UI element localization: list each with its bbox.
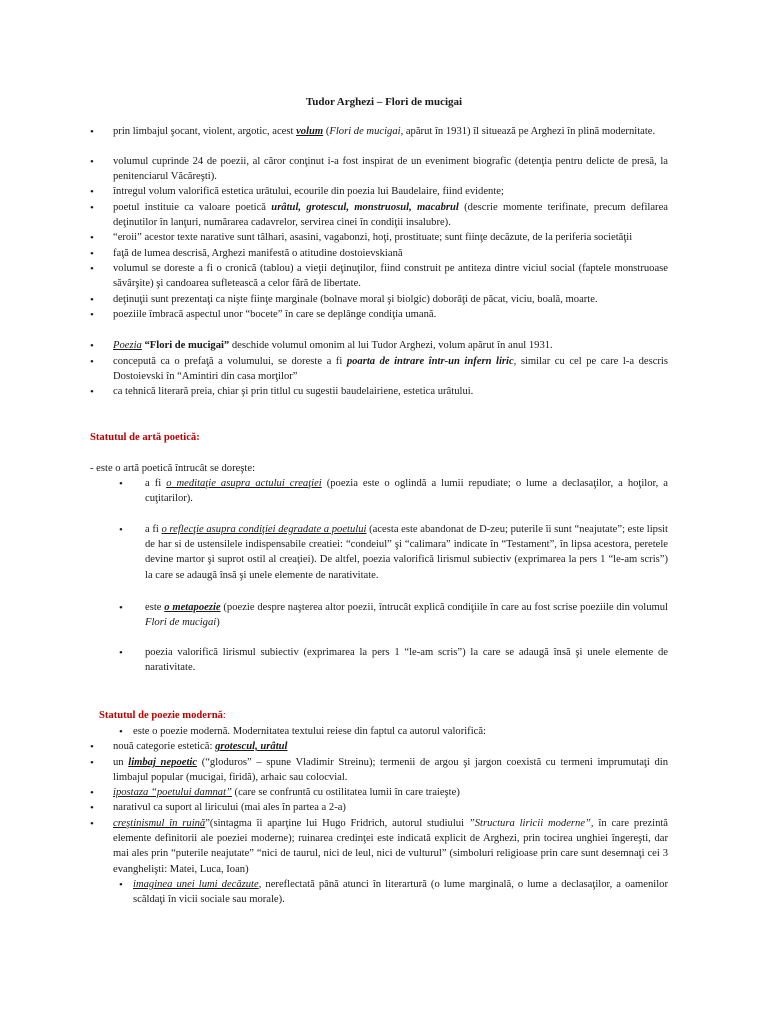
bullet: • bbox=[90, 802, 94, 814]
list-item: volumul cuprinde 24 de poezii, al căror conţinut i-a fost inspirat de un eveniment biografic (detenţia pentru delicte de presă, la penitenciarul Văcăreşti). bbox=[113, 156, 668, 183]
bullet: • bbox=[90, 386, 94, 398]
bullet: • bbox=[90, 156, 94, 168]
list-item: nouă categorie estetică: grotescul, urâtul bbox=[113, 741, 288, 752]
bullet: • bbox=[90, 126, 94, 138]
bullet: • bbox=[119, 647, 123, 659]
list-item: Poezia “Flori de mucigai” deschide volumul omonim al lui Tudor Arghezi, volum apărut în anul 1931. bbox=[113, 340, 553, 351]
list-item: narativul ca suport al liricului (mai ales în partea a 2-a) bbox=[113, 802, 346, 813]
bullet: • bbox=[90, 787, 94, 799]
bullet: • bbox=[90, 202, 94, 214]
bullet: • bbox=[90, 232, 94, 244]
bullet: • bbox=[90, 309, 94, 321]
list-item: este o poezie modernă. Modernitatea textului reiese din faptul ca autorul valorifică: bbox=[133, 726, 486, 737]
bullet: • bbox=[119, 726, 123, 738]
list-item: a fi o meditaţie asupra actului creaţiei (poezia este o oglindă a lumii repudiate; o lume a declasaţilor, a hoţilor, a cuţitarilor). bbox=[145, 478, 668, 505]
list-item: poezia valorifică lirismul subiectiv (exprimarea la pers 1 “le-am scris”) la care se adaugă însă şi unele elemente de narativitate. bbox=[145, 647, 668, 674]
list-item: ipostaza “poetului damnat” (care se confruntă cu ostilitatea lumii în care traieşte) bbox=[113, 787, 460, 798]
bullet: • bbox=[90, 248, 94, 260]
document-title: Tudor Arghezi – Flori de mucigai bbox=[305, 96, 463, 108]
list-item: prin limbajul şocant, violent, argotic, acest volum (Flori de mucigai, apărut în 1931) îl situează pe Arghezi în plină modernitate. bbox=[113, 126, 656, 137]
bullet: • bbox=[90, 263, 94, 275]
list-item: volumul se doreste a fi o cronică (tablou) a vieţii deţinuţilor, fiind construit pe antiteza dintre viciul social (faptele monstruoase săvârşite) şi candoarea sufletească a celor fără de libertate. bbox=[113, 263, 668, 290]
bullet: • bbox=[119, 524, 123, 536]
section-heading-modern-poetry: Statutul de poezie modernă: bbox=[99, 710, 226, 721]
section-heading-ars-poetica: Statutul de artă poetică: bbox=[90, 432, 200, 443]
list-item: poetul instituie ca valoare poetică urâtul, grotescul, monstruosul, macabrul (descrie momente terifinate, precum defilarea deţinutilor în lanţuri, numărarea cadavrelor, servirea cinei în condiţii insalubre). bbox=[113, 202, 668, 229]
bullet: • bbox=[90, 818, 94, 830]
bullet: • bbox=[90, 757, 94, 769]
list-item: este o metapoezie (poezie despre naşterea altor poezii, întrucât explică condiţiile în care au fost scrise poeziile din volumul Flori de mucigai) bbox=[145, 602, 668, 629]
list-item: a fi o reflecţie asupra condiţiei degradate a poetului (acesta este abandonat de D-zeu; puterile îi sunt “neajutate”; este lipsit de har si de ustensilele indispensabile creatiei: “condeiul” şi “calimara” indicate în “Testament”, în lipsa acestora, peretele devine martor şi suprot ostil al creaţiei). De altfel, poezia valorifică lirismul subiectiv (exprimarea la pers 1 “le-am scris”) la care se adaugă însă şi unele elemente de narativitate. bbox=[145, 524, 668, 581]
list-item: un limbaj nepoetic (“gloduros” – spune Vladimir Streinu); termenii de argou şi jargon coexistă cu termeni imprumutaţi din limbajul popular (mucigai, firidă), arhaic sau colocvial. bbox=[113, 757, 668, 784]
list-item: ca tehnică literară preia, chiar şi prin titlul cu sugestii baudelairiene, estetica urâtului. bbox=[113, 386, 474, 397]
list-item: concepută ca o prefaţă a volumului, se doreste a fi poarta de intrare într-un infern liric, similar cu cel pe care l-a descris Dostoievski în “Amintiri din casa morţilor” bbox=[113, 356, 668, 383]
list-item: “eroii” acestor texte narative sunt tâlhari, asasini, vagabonzi, hoţi, prostituate; sunt fiinţe decăzute, de la periferia societăţii bbox=[113, 232, 633, 243]
bullet: • bbox=[90, 741, 94, 753]
list-item: imaginea unei lumi decăzute, nereflectată până atunci în literartură (o lume marginală, o lume a declasaţilor, a oamenilor scăldaţi în vicii sociale sau morale). bbox=[133, 879, 669, 906]
section-intro: - este o artă poetică întrucât se doreşte: bbox=[90, 463, 256, 474]
bullet: • bbox=[90, 294, 94, 306]
list-item: deţinuţii sunt prezentaţi ca nişte fiinţe marginale (bolnave moral şi biolgic) doborâţi de păcat, viciu, boală, moarte. bbox=[113, 294, 598, 305]
bullet: • bbox=[90, 340, 94, 352]
list-item: creştinismul în ruină”(sintagma îi aparţine lui Hugo Fridrich, autorul studiului ”Structura liricii moderne”, în care prezintă elemente definitorii ale poeziei moderne); ruinarea credinţei este indicată explicit de Arghezi, prin tocirea unghiei îngereşti, dar mai ales prin “puterile neajutate” “nici de taurul, nici de leul, nici de vulturul” (simboluri religioase prin care sunt desemnaţi cei 3 evanghelişti: Matei, Luca, Ioan) bbox=[113, 818, 669, 875]
list-item: faţă de lumea descrisă, Arghezi manifestă o atitudine dostoievskiană bbox=[113, 248, 403, 259]
bullet: • bbox=[90, 186, 94, 198]
list-item: întregul volum valorifică estetica urâtului, ecourile din poezia lui Baudelaire, fiind evidente; bbox=[113, 186, 504, 197]
bullet: • bbox=[119, 478, 123, 490]
bullet: • bbox=[119, 602, 123, 614]
bullet: • bbox=[119, 879, 123, 891]
list-item: poeziile îmbracă aspectul unor “bocete” în care se deplânge condiţia umană. bbox=[113, 309, 437, 320]
bullet: • bbox=[90, 356, 94, 368]
